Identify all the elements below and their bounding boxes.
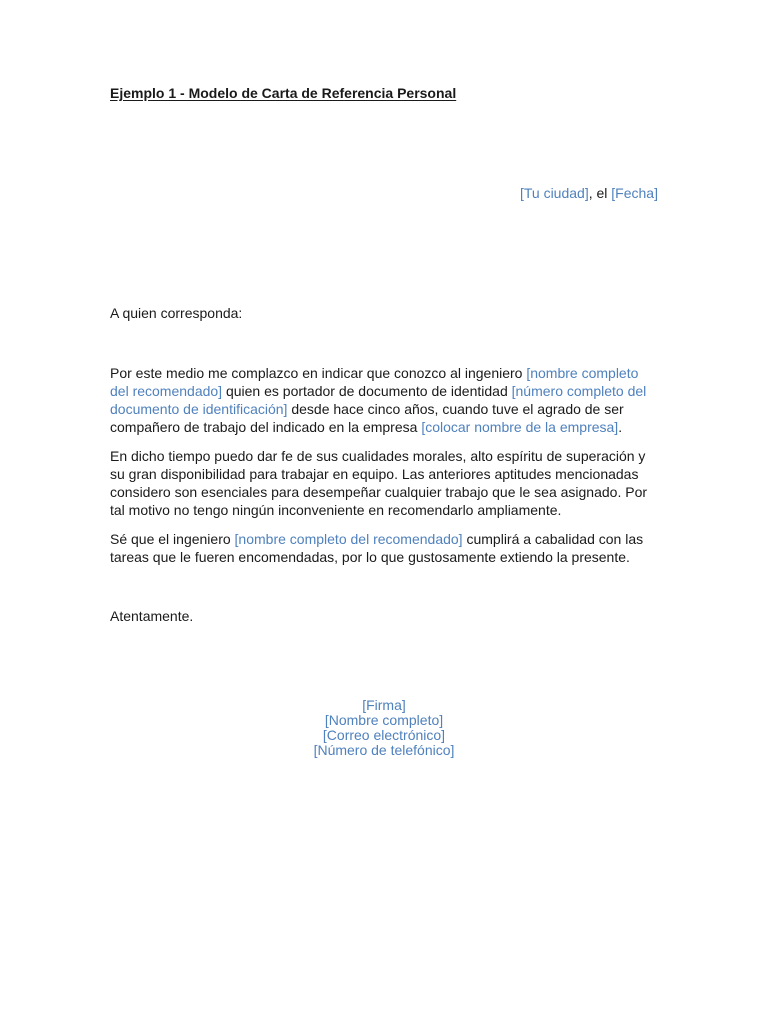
recommended-name-placeholder: [nombre completo del recomendado] bbox=[234, 531, 463, 547]
company-name-placeholder: [colocar nombre de la empresa] bbox=[421, 419, 619, 435]
email-placeholder: [Correo electrónico] bbox=[322, 727, 446, 743]
document-title: Ejemplo 1 - Modelo de Carta de Referencia Personal bbox=[110, 85, 457, 101]
place-date-line bbox=[520, 185, 658, 202]
id-number-placeholder: [número completo del documento de identificación] bbox=[110, 383, 647, 417]
paragraph-text: desde hace cinco años, cuando tuve el agrado de ser compañero de trabajo del indicado en la empresa bbox=[110, 401, 624, 435]
phone-placeholder: [Número de telefónico] bbox=[313, 742, 455, 758]
paragraph-text: Sé que el ingeniero bbox=[110, 531, 235, 547]
recommended-name-placeholder: [nombre completo del recomendado] bbox=[110, 365, 639, 399]
place-date-separator: , el bbox=[588, 185, 612, 201]
paragraph-text: . bbox=[618, 419, 623, 435]
paragraph-introduction bbox=[110, 364, 660, 436]
signature-placeholder: [Firma] bbox=[362, 697, 406, 713]
signature-block bbox=[0, 698, 768, 758]
date-placeholder: [Fecha] bbox=[611, 185, 658, 201]
full-name-placeholder: [Nombre completo] bbox=[324, 712, 444, 728]
paragraph-text: Por este medio me complazco en indicar que conozco al ingeniero bbox=[110, 365, 527, 381]
closing: Atentamente. bbox=[110, 608, 194, 624]
city-placeholder: [Tu ciudad] bbox=[519, 185, 589, 201]
salutation: A quien corresponda: bbox=[110, 305, 243, 321]
paragraph-text: quien es portador de documento de identidad bbox=[222, 383, 512, 399]
paragraph-text: cumplirá a cabalidad con las tareas que le fueren encomendadas, por lo que gustosamente extiendo la presente. bbox=[110, 531, 644, 565]
paragraph-qualities: En dicho tiempo puedo dar fe de sus cualidades morales, alto espíritu de superación y su gran disponibilidad para trabajar en equipo. Las anteriores aptitudes mencionadas considero son esenciales para desempeñar cualquier trabajo que le sea asignado. Por tal motivo no tengo ningún inconveniente en recomendarlo ampliamente. bbox=[110, 448, 648, 518]
paragraph-conclusion bbox=[110, 530, 660, 566]
